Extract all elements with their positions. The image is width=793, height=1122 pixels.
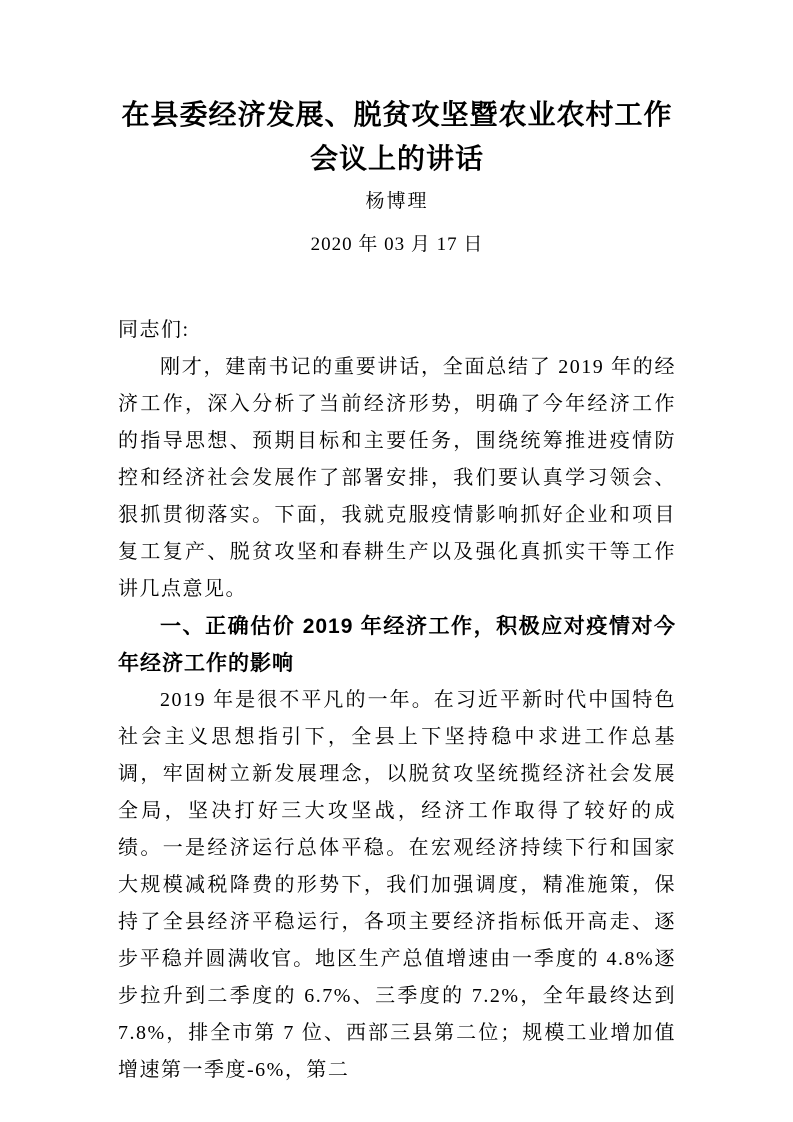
document-title: 在县委经济发展、脱贫攻坚暨农业农村工作会议上的讲话: [121, 100, 673, 175]
section-heading-1: 一、正确估价 2019 年经济工作，积极应对疫情对今年经济工作的影响: [118, 615, 676, 675]
document-body: [118, 312, 676, 1089]
salutation: 同志们:: [118, 319, 190, 341]
document-date: 2020 年 03 月 17 日: [310, 234, 484, 255]
paragraph-section-1: 2019 年是很不平凡的一年。在习近平新时代中国特色社会主义思想指引下，全县上下坚持稳中求进工作总基调，牢固树立新发展理念，以脱贫攻坚统揽经济社会发展全局，坚决打好三大攻坚战，经济工作取得了较好的成绩。一是经济运行总体平稳。在宏观经济持续下行和国家大规模减税降费的形势下，我们加强调度，精准施策，保持了全县经济平稳运行，各项主要经济指标低开高走、逐步平稳并圆满收官。地区生产总值增速由一季度的 4.8%逐步拉升到二季度的 6.7%、三季度的 7.2%，全年最终达到 7.8%，排全市第 7 位、西部三县第二位；规模工业增加值增速第一季度-6%，第二: [118, 689, 676, 1081]
paragraph-opening: 刚才，建南书记的重要讲话，全面总结了 2019 年的经济工作，深入分析了当前经济形势，明确了今年经济工作的指导思想、预期目标和主要任务，围绕统筹推进疫情防控和经济社会发展作了部署安排，我们要认真学习领会、狠抓贯彻落实。下面，我就克服疫情影响抓好企业和项目复工复产、脱贫攻坚和春耕生产以及强化真抓实干等工作讲几点意见。: [118, 356, 676, 600]
author-name: 杨博理: [365, 191, 429, 212]
